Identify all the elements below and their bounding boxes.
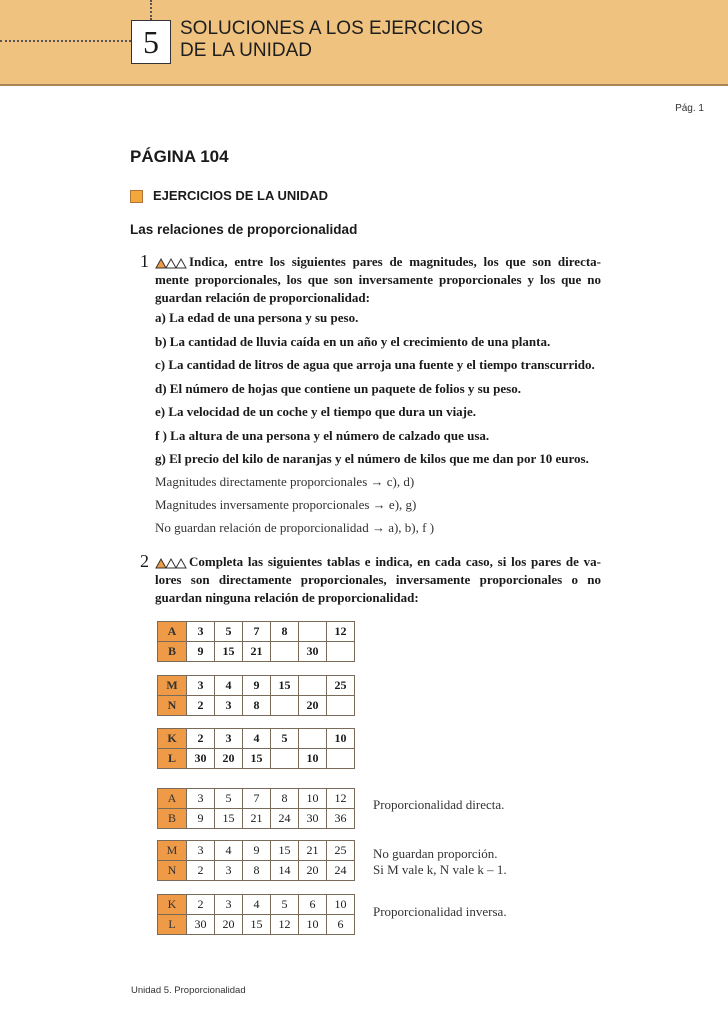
table-row [158,809,355,829]
table-cell: 2 [187,696,215,716]
table-row [158,642,355,662]
table-cell: M [158,676,187,696]
table-cell: 9 [187,809,215,829]
exercise-2-prompt-line-1: Completa las siguientes tablas e indica, en cada caso, si los pares de va- [189,554,601,569]
table-cell: 3 [187,789,215,809]
table-cell: 8 [271,789,299,809]
table-row [158,696,355,716]
exercise-1-prompt-line-3: guardan relación de proporcionalidad: [155,290,370,305]
table-cell: 4 [215,676,243,696]
table-cell: 3 [215,729,243,749]
table-row [158,676,355,696]
table-cell: 24 [327,861,355,881]
exercise-2-prompt-line-3: guardan ninguna relación de proporcionalidad: [155,590,419,605]
problem-table-k-l [157,728,355,769]
page-title: PÁGINA 104 [130,147,229,166]
table-cell: 9 [187,642,215,662]
table-cell: 12 [271,915,299,935]
table-cell: 5 [215,622,243,642]
table-cell: M [158,841,187,861]
page-number: Pág. 1 [675,103,704,114]
table-cell: 10 [327,895,355,915]
table-cell: 20 [299,861,327,881]
table-cell [271,642,299,662]
table-cell: 7 [243,622,271,642]
solution-note: No guardan proporción. [373,846,498,861]
table-cell: 15 [243,915,271,935]
table-cell: 5 [215,789,243,809]
table-cell: B [158,642,187,662]
exercise-1-answer: No guardan relación de proporcionalidad → a), b), f ) [155,520,435,535]
table-cell: K [158,729,187,749]
table-cell: 2 [187,895,215,915]
table-cell: 30 [187,749,215,769]
solution-note: Si M vale k, N vale k – 1. [373,862,507,877]
table-cell: 25 [327,841,355,861]
table-cell: 10 [327,729,355,749]
table-cell [271,696,299,716]
exercise-1-prompt-line-1: Indica, entre los siguientes pares de magnitudes, los que son directa- [189,254,601,269]
table-cell: 25 [327,676,355,696]
table-cell: 10 [299,749,327,769]
table-cell [271,749,299,769]
table-cell: 3 [215,861,243,881]
exercise-1-item: d) El número de hojas que contiene un paquete de folios y su peso. [155,381,521,396]
table-cell: 2 [187,729,215,749]
exercise-1-item: a) La edad de una persona y su peso. [155,310,359,325]
table-cell [327,642,355,662]
table-cell [327,749,355,769]
table-cell: 36 [327,809,355,829]
exercise-1-item: e) La velocidad de un coche y el tiempo que dura un viaje. [155,404,477,419]
section-square-icon [130,190,143,203]
table-cell: 30 [187,915,215,935]
table-cell: 8 [271,622,299,642]
table-cell: 8 [243,861,271,881]
table-cell: K [158,895,187,915]
table-cell: 21 [299,841,327,861]
table-cell [299,676,327,696]
solution-note: Proporcionalidad directa. [373,797,505,812]
footer: Unidad 5. Proporcionalidad [131,985,246,996]
table-cell: 15 [271,841,299,861]
table-cell: 30 [299,642,327,662]
table-cell: 15 [215,642,243,662]
table-cell: 5 [271,895,299,915]
table-cell: 12 [327,622,355,642]
table-row [158,622,355,642]
table-cell: 4 [243,729,271,749]
table-cell: 10 [299,915,327,935]
table-cell [327,696,355,716]
table-cell: 4 [215,841,243,861]
table-row [158,789,355,809]
exercise-1-item: g) El precio del kilo de naranjas y el número de kilos que me dan por 10 euros. [155,451,589,466]
problem-table-a-b [157,621,355,662]
table-cell: 24 [271,809,299,829]
table-cell: 3 [187,622,215,642]
table-cell: 20 [215,915,243,935]
table-cell: 2 [187,861,215,881]
table-cell: 14 [271,861,299,881]
exercise-1-item: b) La cantidad de lluvia caída en un año y el crecimiento de una planta. [155,334,551,349]
table-cell: 4 [243,895,271,915]
exercise-1-prompt-line-2: mente proporcionales, los que son inversamente proporcionales y los que no [155,272,601,287]
table-cell: 15 [243,749,271,769]
table-row [158,895,355,915]
table-cell: 20 [299,696,327,716]
exercise-1-answer: Magnitudes directamente proporcionales → c), d) [155,474,415,489]
table-row [158,861,355,881]
table-cell: 3 [215,895,243,915]
table-cell: N [158,696,187,716]
table-row [158,841,355,861]
table-cell: 7 [243,789,271,809]
table-cell: 9 [243,676,271,696]
table-cell: 9 [243,841,271,861]
exercise-1-answer: Magnitudes inversamente proporcionales → e), g) [155,497,417,512]
subsection-title: Las relaciones de proporcionalidad [130,222,358,237]
table-cell: 3 [187,841,215,861]
table-cell: 6 [327,915,355,935]
dotted-line-vertical [150,0,152,20]
header-title: SOLUCIONES A LOS EJERCICIOS DE LA UNIDAD [180,18,484,61]
table-cell: A [158,622,187,642]
table-cell: 3 [187,676,215,696]
table-cell: 3 [215,696,243,716]
dotted-line-horizontal [0,40,131,42]
problem-table-m-n [157,675,355,716]
solution-table-m-n [157,840,355,881]
table-cell: A [158,789,187,809]
exercise-1-item: c) La cantidad de litros de agua que arroja una fuente y el tiempo transcurrido. [155,357,595,372]
unit-number-box: 5 [131,20,171,64]
exercise-1-item: f ) La altura de una persona y el número de calzado que usa. [155,428,490,443]
table-cell: 20 [215,749,243,769]
exercise-2-prompt-line-2: lores son directamente proporcionales, inversamente proporcionales o no [155,572,601,587]
table-cell: 8 [243,696,271,716]
table-row [158,915,355,935]
table-row [158,729,355,749]
table-cell: 10 [299,789,327,809]
table-cell: 15 [271,676,299,696]
table-cell: L [158,749,187,769]
table-cell [299,729,327,749]
table-cell: 12 [327,789,355,809]
table-cell: N [158,861,187,881]
table-cell: B [158,809,187,829]
table-cell: 6 [299,895,327,915]
table-cell: 21 [243,642,271,662]
section-title: EJERCICIOS DE LA UNIDAD [153,188,329,203]
solution-note: Proporcionalidad inversa. [373,904,507,919]
solution-table-a-b [157,788,355,829]
exercise-1-number: 1 [140,251,149,271]
table-cell: 30 [299,809,327,829]
exercise-2-number: 2 [140,551,149,571]
table-row [158,749,355,769]
table-cell [299,622,327,642]
solution-table-k-l [157,894,355,935]
table-cell: 21 [243,809,271,829]
table-cell: L [158,915,187,935]
table-cell: 15 [215,809,243,829]
table-cell: 5 [271,729,299,749]
